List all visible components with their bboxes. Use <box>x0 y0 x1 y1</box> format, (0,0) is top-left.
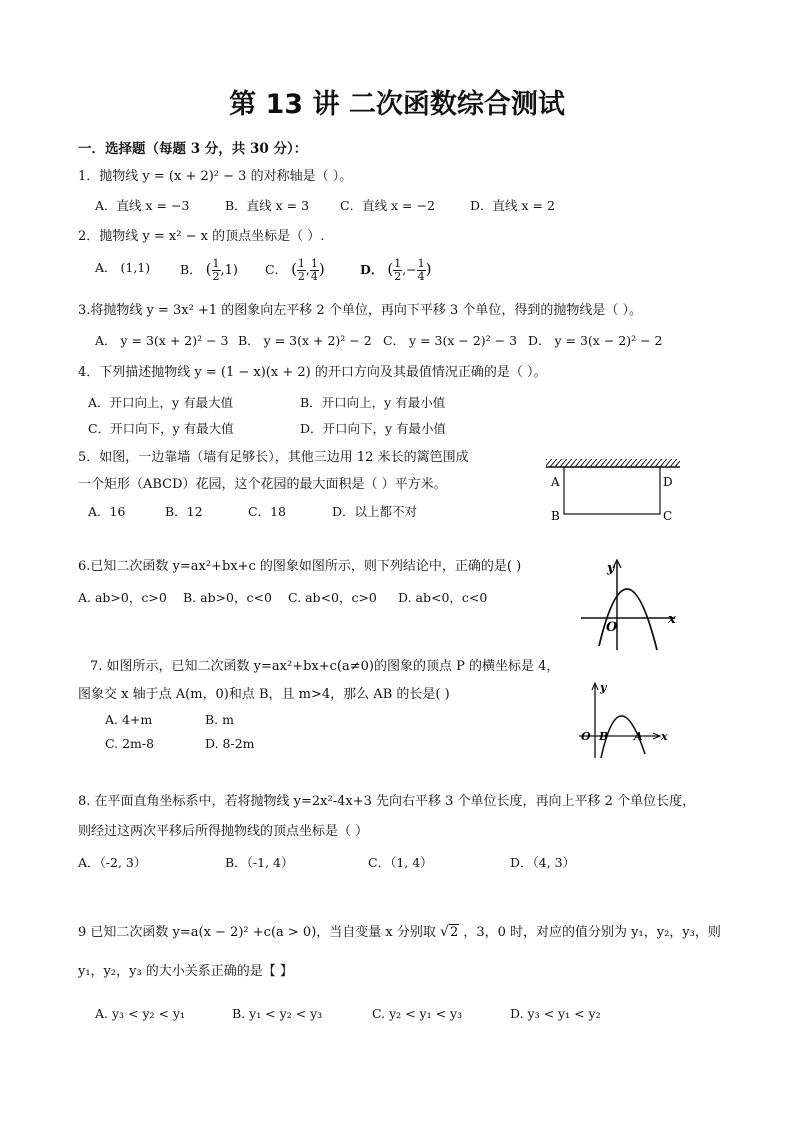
q2-option-c-label: C． <box>265 262 288 277</box>
question-9-stem-line1: 9 已知二次函数 y=a(x − 2)² +c(a > 0)，当自变量 x 分别取 √2 ，3，0 时，对应的值分别为 y₁，y₂，y₃，则 <box>78 924 721 940</box>
question-7-stem-line1: 7. 如图所示，已知二次函数 y=ax²+bx+c(a≠0)的图象的顶点 P 的横坐标是 4， <box>90 659 560 674</box>
q5-option-d: D．以上都不对 <box>332 504 418 519</box>
y-axis-label: y <box>600 681 607 694</box>
q8-option-b: B．（-1, 4） <box>225 855 294 870</box>
q5-option-a: A．16 <box>88 504 126 519</box>
q9-option-c: C. y₂ < y₁ < y₃ <box>372 1006 463 1021</box>
q6-parabola-graph <box>575 550 685 655</box>
page-title: 第 13 讲 二次函数综合测试 <box>229 89 565 120</box>
q9-option-d: D. y₃ < y₁ < y₂ <box>510 1006 601 1021</box>
x-axis-label: x <box>661 730 668 743</box>
fraction-numerator: 1 <box>297 256 305 270</box>
origin-label: O <box>581 730 591 743</box>
question-9-stem-line2: y₁，y₂，y₃ 的大小关系正确的是【 】 <box>78 964 293 979</box>
q1-option-d: D．直线 x = 2 <box>470 198 555 213</box>
vertex-label-b: B <box>551 509 560 523</box>
section-heading: 一．选择题（每题 3 分，共 30 分）： <box>78 141 308 157</box>
q7-option-c: C. 2m-8 <box>105 736 155 751</box>
q2-b-fraction <box>212 258 221 283</box>
q4-option-d: D．开口向下，y 有最小值 <box>300 421 447 436</box>
q3-option-c: C． y = 3(x − 2)² − 3 <box>383 333 518 348</box>
q6-option-d: D. ab<0，c<0 <box>398 590 488 605</box>
question-1-stem: 1．抛物线 y = (x + 2)² − 3 的对称轴是（ ）。 <box>78 169 353 184</box>
q6-option-b: B. ab>0，c<0 <box>183 590 272 605</box>
fraction-denominator: 4 <box>310 270 318 283</box>
q7-option-d: D. 8-2m <box>205 736 255 751</box>
x-axis-label: x <box>668 612 676 627</box>
fraction-denominator: 4 <box>417 270 425 283</box>
question-4-stem: 4．下列描述抛物线 y = (1 − x)(x + 2) 的开口方向及其最值情况正确的是（ ）。 <box>78 365 547 380</box>
q8-option-c: C．（1, 4） <box>368 855 433 870</box>
q2-option-b: B． ( $\frac{1}{2}$ ,1) <box>180 256 239 283</box>
q6-option-c: C. ab<0，c>0 <box>288 590 377 605</box>
q2-option-d: D． ( $\frac{1}{2}$ ,− $\frac{1}{4}$ ) <box>360 256 432 283</box>
point-a-label: A <box>634 730 643 743</box>
garden-rectangle <box>564 467 660 514</box>
fraction-numerator: 1 <box>417 256 425 270</box>
question-3-stem: 3.将抛物线 y = 3x² +1 的图象向左平移 2 个单位，再向下平移 3 个单位，得到的抛物线是（ ）。 <box>78 303 642 318</box>
q1-option-c: C．直线 x = −2 <box>340 198 435 213</box>
vertex-label-d: D <box>663 475 673 489</box>
q8-option-d: D．（4, 3） <box>510 855 576 870</box>
fraction-denominator: 2 <box>297 270 305 283</box>
q4-option-b: B．开口向上，y 有最小值 <box>300 395 446 410</box>
fraction-numerator: 1 <box>212 256 220 270</box>
q2-c-fraction-1 <box>297 258 306 283</box>
origin-label: O <box>606 620 618 635</box>
question-6-stem: 6.已知二次函数 y=ax²+bx+c 的图象如图所示，则下列结论中，正确的是( ) <box>78 559 522 574</box>
q2-option-a: A． (1,1) <box>95 260 151 275</box>
fraction-denominator: 2 <box>212 270 220 283</box>
q5-fence-diagram <box>540 455 690 525</box>
q2-d-fraction-1 <box>393 258 402 283</box>
q9-option-a: A. y₃ < y₂ < y₁ <box>95 1006 186 1021</box>
q1-option-a: A．直线 x = −3 <box>95 198 190 213</box>
q5-option-c: C．18 <box>248 504 286 519</box>
q4-option-c: C．开口向下，y 有最大值 <box>88 421 234 436</box>
fraction-denominator: 2 <box>394 270 402 283</box>
vertex-label-a: A <box>551 475 560 489</box>
q2-option-b-label: B． <box>180 262 202 277</box>
q2-c-fraction-2 <box>310 258 319 283</box>
q5-option-b: B．12 <box>165 504 203 519</box>
q3-option-d: D． y = 3(x − 2)² − 2 <box>528 333 663 348</box>
question-5-stem-line2: 一个矩形（ABCD）花园，这个花园的最大面积是（ ）平方米。 <box>78 477 447 492</box>
q2-option-d-label: D． <box>360 262 384 277</box>
q7-option-a: A. 4+m <box>105 712 153 727</box>
q7-parabola-graph <box>575 678 670 763</box>
fraction-numerator: 1 <box>310 256 318 270</box>
q3-option-a: A． y = 3(x + 2)² − 3 <box>95 333 229 348</box>
q6-option-a: A. ab>0，c>0 <box>78 590 167 605</box>
q1-option-b: B．直线 x = 3 <box>225 198 310 213</box>
y-axis-label: y <box>607 561 615 576</box>
question-8-stem-line1: 8. 在平面直角坐标系中，若将抛物线 y=2x²-4x+3 先向右平移 3 个单位长度，再向上平移 2 个单位长度， <box>78 794 696 809</box>
point-b-label: B <box>599 730 609 743</box>
q8-option-a: A．（-2, 3） <box>78 855 147 870</box>
q4-option-a: A．开口向上，y 有最大值 <box>88 395 234 410</box>
q3-option-b: B． y = 3(x + 2)² − 2 <box>238 333 372 348</box>
q2-d-fraction-2 <box>417 258 426 283</box>
question-8-stem-line2: 则经过这两次平移后所得抛物线的顶点坐标是（ ） <box>78 824 369 839</box>
question-7-stem-line2: 图象交 x 轴于点 A(m，0)和点 B，且 m>4，那么 AB 的长是( ) <box>78 687 450 702</box>
q7-option-b: B. m <box>205 712 234 727</box>
fraction-numerator: 1 <box>394 256 402 270</box>
vertex-label-c: C <box>663 509 673 523</box>
question-5-stem-line1: 5．如图，一边靠墙（墙有足够长），其他三边用 12 米长的篱笆围成 <box>78 450 469 465</box>
q9-stem-part2: ，3，0 时，对应的值分别为 y₁，y₂，y₃，则 <box>463 925 721 940</box>
question-2-stem: 2．抛物线 y = x² − x 的顶点坐标是（ ）. <box>78 229 325 244</box>
q9-option-b: B. y₁ < y₂ < y₃ <box>232 1006 323 1021</box>
q9-sqrt-value: 2 <box>449 925 459 940</box>
wall-hatch <box>546 459 680 467</box>
q2-option-c: C． ( $\frac{1}{2}$ , $\frac{1}{4}$ ) <box>265 256 325 283</box>
q9-stem-part1: 9 已知二次函数 y=a(x − 2)² +c(a > 0)，当自变量 x 分别取 <box>78 925 436 940</box>
